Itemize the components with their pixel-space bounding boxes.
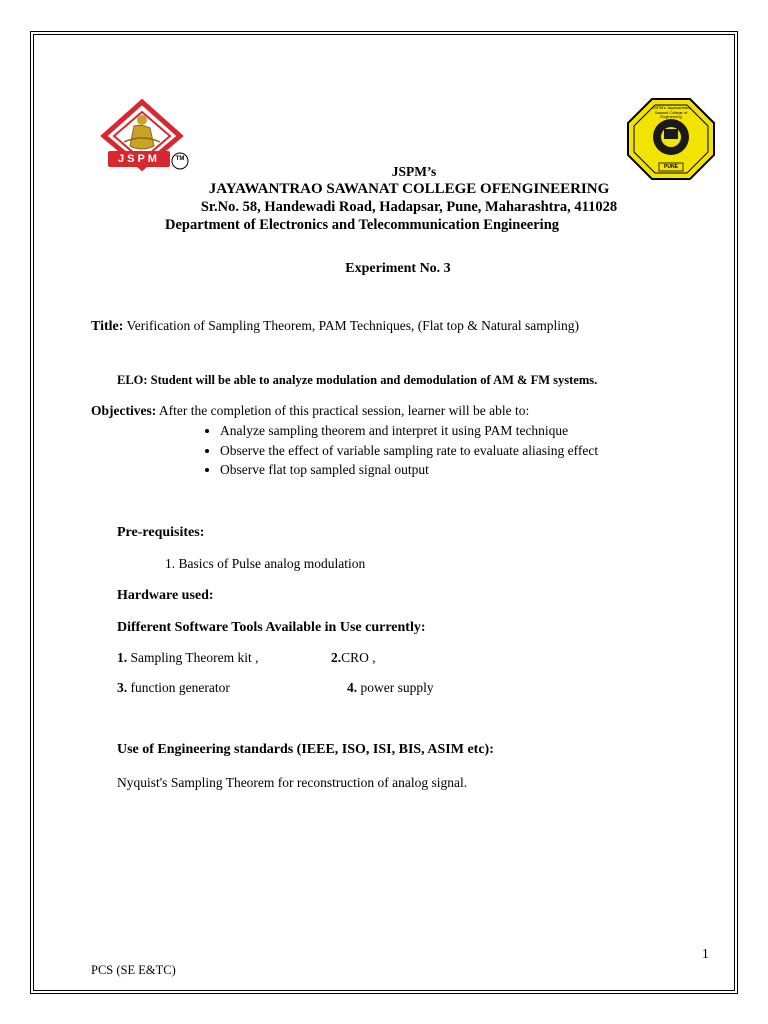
page-number: 1 [702, 946, 709, 961]
title-label: Title: [91, 319, 124, 334]
objectives-label: Objectives: [91, 403, 157, 418]
seal-top-text: JSPM's Jayawantrao Sawant College of Engineering [652, 106, 690, 119]
experiment-number: Experiment No. 3 [345, 261, 451, 276]
title-text: Verification of Sampling Theorem, PAM Techniques, (Flat top & Natural sampling) [123, 318, 580, 333]
prerequisites-heading: Pre-requisites: [117, 525, 205, 540]
objective-item: • Observe flat top sampled signal output [220, 460, 598, 480]
tool-item [347, 680, 434, 696]
title-line [91, 318, 579, 335]
objective-item: • Analyze sampling theorem and interpret it using PAM technique [220, 421, 598, 441]
tool-text: Sampling Theorem kit , [127, 650, 259, 665]
software-heading: Different Software Tools Available in Use currently: [117, 620, 426, 635]
objectives-list [200, 421, 598, 480]
tool-number: 3. [117, 680, 128, 695]
tool-number: 1. [117, 650, 128, 665]
org-short-name: JSPM’s [391, 164, 437, 179]
prerequisite-item: 1. Basics of Pulse analog modulation [165, 556, 366, 571]
standards-heading: Use of Engineering standards (IEEE, ISO, ISI, BIS, ASIM etc): [117, 742, 494, 757]
logo-tm-mark: TM [175, 156, 185, 162]
college-address: Sr.No. 58, Handewadi Road, Hadapsar, Pune, Maharashtra, 411028 [200, 199, 618, 215]
tool-text: power supply [357, 680, 434, 695]
tool-item [117, 650, 259, 666]
objectives-line [91, 403, 529, 419]
tool-text: function generator [127, 680, 230, 695]
college-seal [626, 97, 716, 181]
elo-statement: ELO: Student will be able to analyze modulation and demodulation of AM & FM systems. [117, 373, 598, 387]
jspm-logo [94, 98, 194, 178]
objectives-intro: After the completion of this practical session, learner will be able to: [156, 403, 530, 418]
seal-bottom-text: PUNE [664, 164, 678, 170]
course-footer: PCS (SE E&TC) [91, 963, 176, 977]
tool-number: 4. [347, 680, 358, 695]
tool-number: 2. [331, 650, 342, 665]
department-name: Department of Electronics and Telecommunication Engineering [164, 217, 560, 233]
standards-text: Nyquist's Sampling Theorem for reconstruction of analog signal. [117, 775, 468, 790]
tool-item [117, 680, 230, 696]
logo-left-text: JSPM [118, 153, 160, 165]
objective-item: • Observe the effect of variable sampling rate to evaluate aliasing effect [220, 441, 598, 461]
tool-text: CRO , [341, 650, 376, 665]
college-name: JAYAWANTRAO SAWANAT COLLEGE OFENGINEERING [208, 181, 610, 197]
hardware-heading: Hardware used: [117, 588, 214, 603]
tool-item [331, 650, 376, 666]
